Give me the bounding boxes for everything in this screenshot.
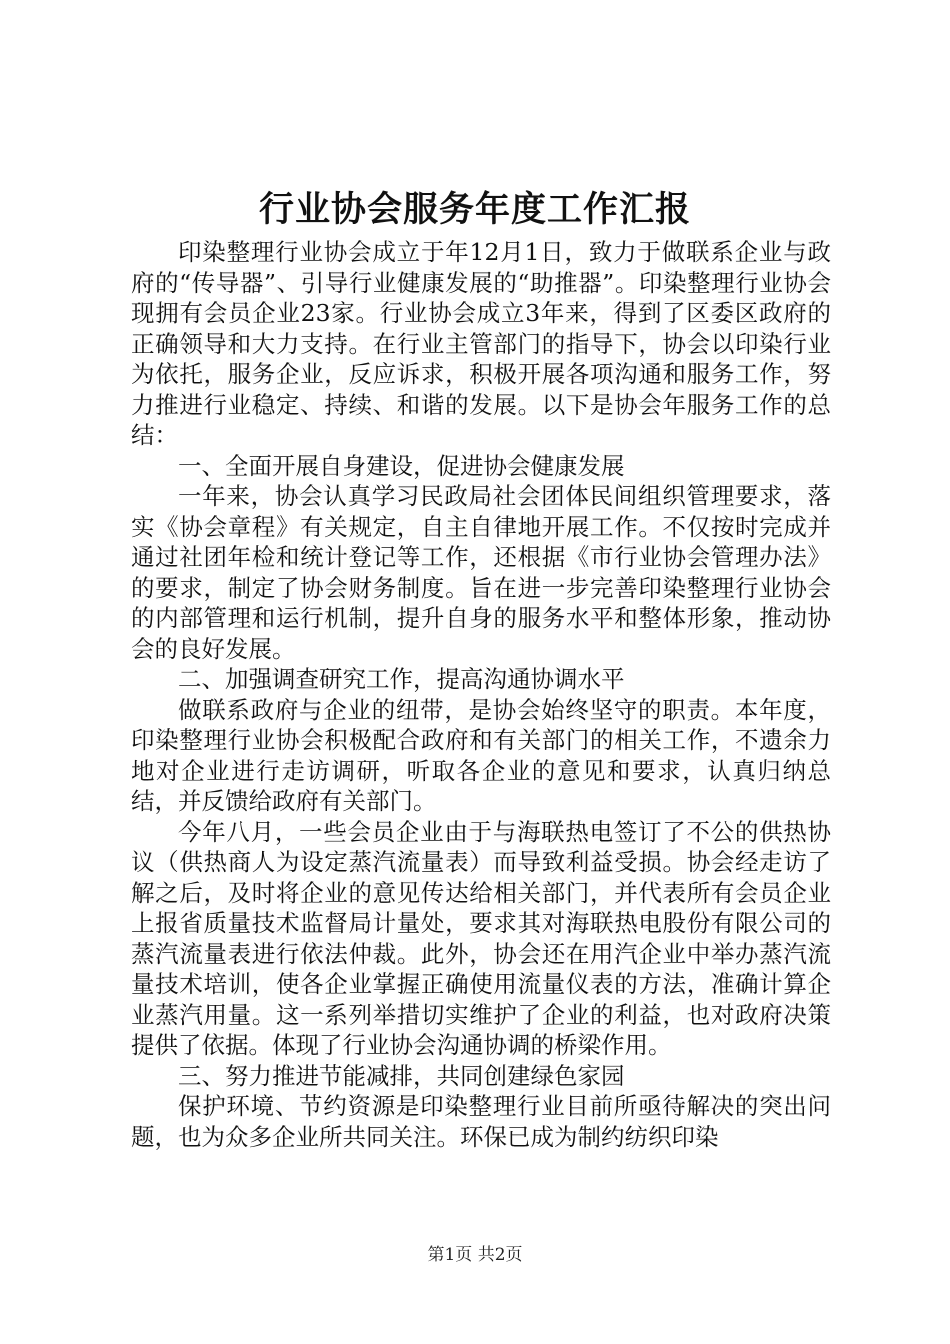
paragraph-section-2b: 今年八月，一些会员企业由于与海联热电签订了不公的供热协议（供热商人为设定蒸汽流量表）而导致利益受损。协会经走访了解之后，及时将企业的意见传达给相关部门，并代表所有会员企业上报省质量技术监督局计量处，要求其对海联热电股份有限公司的蒸汽流量表进行依法仲裁。此外，协会还在用汽企业中举办蒸汽流量技术培训，使各企业掌握正确使用流量仪表的方法，准确计算企业蒸汽用量。这一系列举措切实维护了企业的利益，也对政府决策提供了依据。体现了行业协会沟通协调的桥梁作用。 [131,817,831,1059]
paragraph-section-3: 保护环境、节约资源是印染整理行业目前所亟待解决的突出问题，也为众多企业所共同关注。环保已成为制约纺织印染 [131,1092,831,1151]
section-heading-3: 三、努力推进节能减排，共同创建绿色家园 [178,1061,625,1090]
paragraph-section-1: 一年来，协会认真学习民政局社会团体民间组织管理要求，落实《协会章程》有关规定，自主自律地开展工作。不仅按时完成并通过社团年检和统计登记等工作，还根据《市行业协会管理办法》的要求，制定了协会财务制度。旨在进一步完善印染整理行业协会的内部管理和运行机制，提升自身的服务水平和整体形象，推动协会的良好发展。 [131,482,831,663]
paragraph-section-2a: 做联系政府与企业的纽带，是协会始终坚守的职责。本年度，印染整理行业协会积极配合政府和有关部门的相关工作，不遗余力地对企业进行走访调研，听取各企业的意见和要求，认真归纳总结，并反馈给政府有关部门。 [131,695,831,815]
document-body [131,237,831,1152]
paragraph-intro: 印染整理行业协会成立于年12月1日，致力于做联系企业与政府的“传导器”、引导行业健康发展的“助推器”。印染整理行业协会现拥有会员企业23家。行业协会成立3年来，得到了区委区政府的正确领导和大力支持。在行业主管部门的指导下，协会以印染行业为依托，服务企业，反应诉求，积极开展各项沟通和服务工作，努力推进行业稳定、持续、和谐的发展。以下是协会年服务工作的总结： [131,238,831,449]
document-title: 行业协会服务年度工作汇报 [258,189,691,230]
section-heading-2: 二、加强调查研究工作，提高沟通协调水平 [178,665,625,693]
section-heading-1: 一、全面开展自身建设，促进协会健康发展 [178,451,625,480]
page-footer: 第1页 共2页 [427,1245,523,1265]
